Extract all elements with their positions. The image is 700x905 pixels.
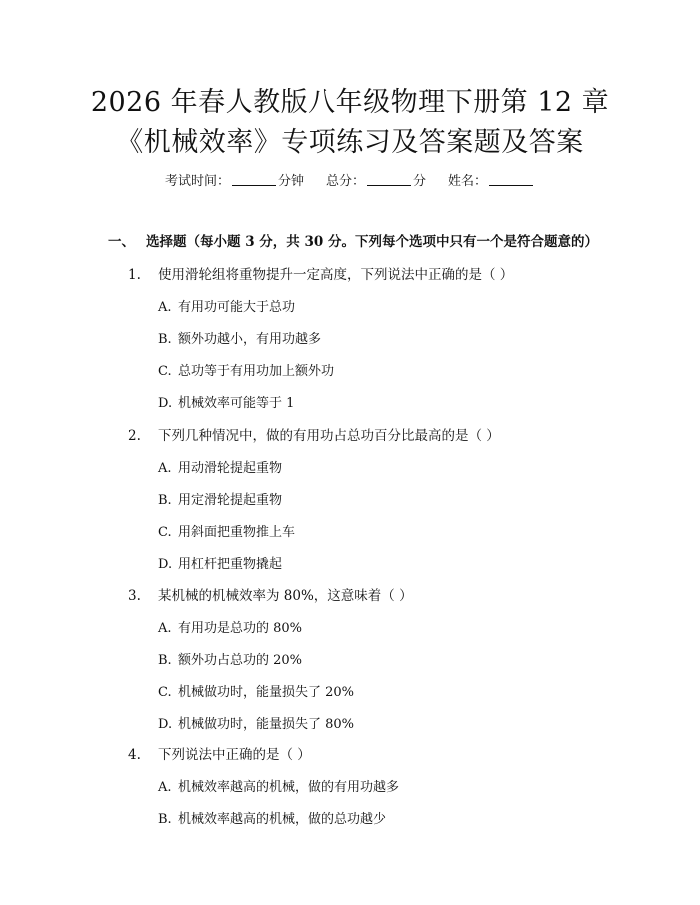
option-text: 额外功越小，有用功越多 [178, 332, 322, 347]
question-3 [128, 584, 413, 604]
option-text: 总功等于有用功加上额外功 [178, 364, 335, 379]
question-text: 下列说法中正确的是（ ） [158, 747, 311, 763]
option-letter: B. [158, 332, 172, 347]
option-letter: C. [158, 525, 172, 540]
option-text: 机械效率越高的机械，做的有用功越多 [178, 780, 400, 795]
option-1c [158, 360, 334, 379]
option-3c [158, 681, 354, 700]
option-3d [158, 713, 354, 732]
option-text: 机械效率可能等于 1 [178, 396, 295, 411]
option-letter: D. [158, 557, 173, 572]
option-letter: D. [158, 396, 173, 411]
question-1 [128, 263, 513, 283]
option-2b [158, 489, 282, 508]
option-letter: A. [158, 621, 172, 636]
option-letter: A. [158, 461, 172, 476]
option-letter: C. [158, 685, 172, 700]
section-heading [108, 230, 598, 250]
option-text: 有用功是总功的 80% [178, 621, 303, 636]
question-number: 1. [128, 267, 141, 283]
option-2c [158, 521, 295, 540]
option-letter: C. [158, 364, 172, 379]
question-number: 4. [128, 747, 141, 763]
option-1d [158, 392, 294, 411]
option-1a [158, 296, 295, 315]
option-text: 用定滑轮提起重物 [178, 493, 283, 508]
time-unit: 分钟 [277, 174, 304, 189]
option-text: 机械做功时，能量损失了 20% [178, 685, 355, 700]
name-label: 姓名： [448, 174, 488, 189]
option-text: 机械效率越高的机械，做的总功越少 [178, 812, 387, 827]
option-text: 用斜面把重物推上车 [178, 525, 296, 540]
option-2a [158, 457, 282, 476]
option-text: 有用功可能大于总功 [178, 300, 296, 315]
section-title: 选择题（每小题 3 分，共 30 分。下列每个选项中只有一个是符合题意的） [146, 234, 598, 250]
exam-info-line [0, 170, 700, 189]
option-4a [158, 776, 399, 795]
option-text: 机械做功时，能量损失了 80% [178, 717, 355, 732]
question-2 [128, 424, 500, 444]
score-label: 总分： [325, 174, 365, 189]
question-text: 使用滑轮组将重物提升一定高度，下列说法中正确的是（ ） [158, 267, 514, 283]
score-blank[interactable] [367, 173, 411, 186]
option-1b [158, 328, 321, 347]
page-title-line-1: 2026 年春人教版八年级物理下册第 12 章 [90, 87, 610, 118]
option-letter: B. [158, 812, 172, 827]
name-blank[interactable] [489, 173, 533, 186]
page-title-line-2: 《机械效率》专项练习及答案题及答案 [116, 127, 584, 158]
time-blank[interactable] [232, 173, 276, 186]
option-letter: D. [158, 717, 173, 732]
option-text: 额外功占总功的 20% [178, 653, 303, 668]
option-letter: A. [158, 300, 172, 315]
option-letter: B. [158, 653, 172, 668]
option-text: 用杠杆把重物撬起 [178, 557, 283, 572]
option-3b [158, 649, 302, 668]
question-text: 某机械的机械效率为 80%，这意味着（ ） [158, 588, 413, 604]
question-4 [128, 743, 311, 763]
time-label: 考试时间： [164, 174, 230, 189]
question-text: 下列几种情况中，做的有用功占总功百分比最高的是（ ） [158, 428, 500, 444]
option-letter: A. [158, 780, 172, 795]
option-3a [158, 617, 302, 636]
question-number: 3. [128, 588, 141, 604]
question-number: 2. [128, 428, 141, 444]
option-text: 用动滑轮提起重物 [178, 461, 283, 476]
section-number: 一、 [108, 234, 135, 250]
option-letter: B. [158, 493, 172, 508]
option-4b [158, 808, 386, 827]
option-2d [158, 553, 282, 572]
score-unit: 分 [413, 174, 427, 189]
